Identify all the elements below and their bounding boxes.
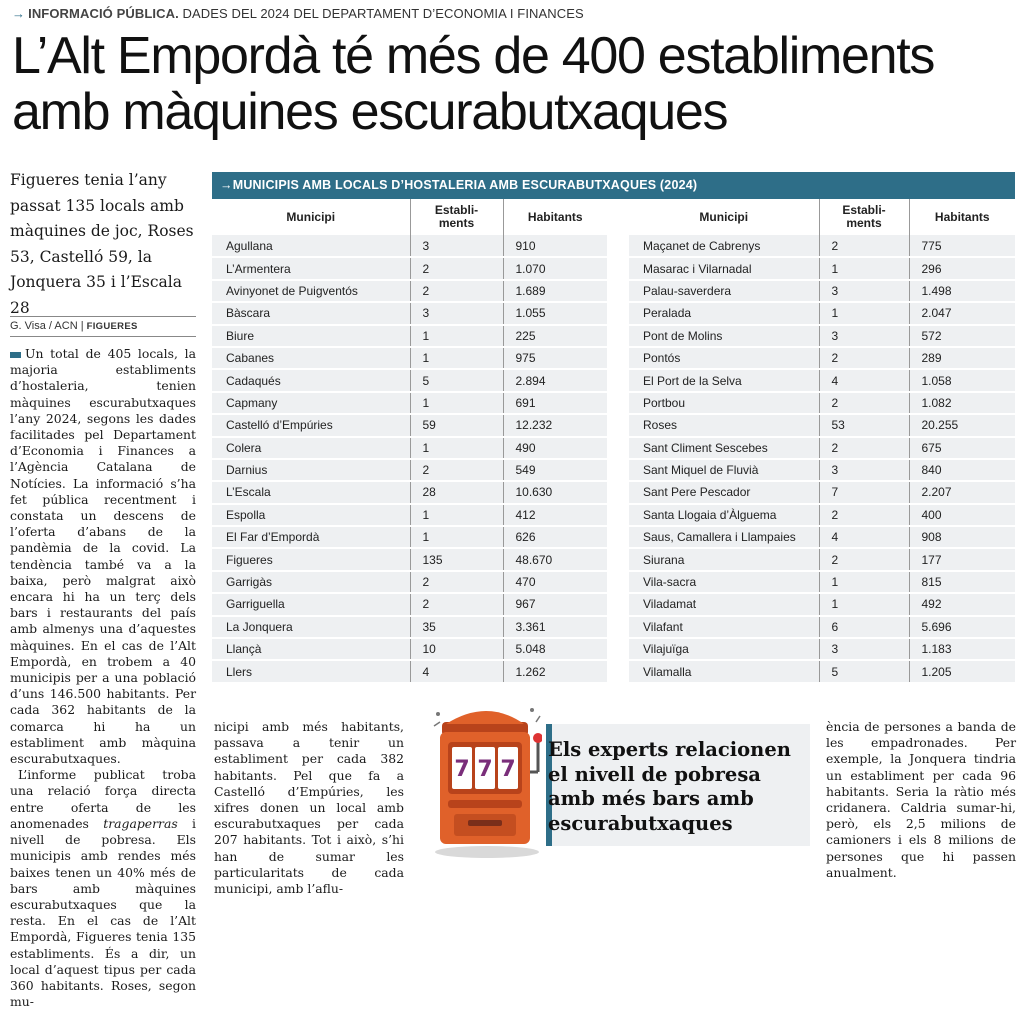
- table-left-header-row: [212, 199, 607, 235]
- cell-municipi: L’Armentera: [212, 257, 410, 279]
- body-paragraph-2-text-b: i nivell de pobresa. Els municipis amb rendes més baixes tenen un 40% més de bars amb màquines escurabutxaques que la resta. En el cas de l’Alt Empordà, Figueres tenia 135 establiments. És a dir, un local d’aquest tipus per cada 360 habitants. Roses, segon mu-: [10, 815, 196, 1010]
- cell-municipi: Biure: [212, 325, 410, 347]
- table-row: [212, 414, 607, 436]
- body-column-1: [10, 346, 196, 1010]
- cell-municipi: Masarac i Vilarnadal: [629, 257, 819, 279]
- table-row: [212, 437, 607, 459]
- cell-municipi: Capmany: [212, 392, 410, 414]
- table-right: [629, 199, 1015, 684]
- cell-habitants: 549: [503, 459, 607, 481]
- cell-habitants: 3.361: [503, 616, 607, 638]
- cell-establiments: 2: [819, 235, 909, 257]
- table-row: [212, 280, 607, 302]
- cell-establiments: 1: [410, 526, 503, 548]
- cell-establiments: 59: [410, 414, 503, 436]
- pullquote-text: Els experts relacionen el nivell de pobresa amb més bars amb escurabutxaques: [548, 738, 791, 835]
- body-paragraph-1: [10, 346, 196, 767]
- cell-establiments: 10: [410, 638, 503, 660]
- table-row: [629, 280, 1015, 302]
- cell-municipi: Figueres: [212, 548, 410, 570]
- cell-municipi: Portbou: [629, 392, 819, 414]
- cell-habitants: 1.058: [909, 369, 1015, 391]
- cell-establiments: 2: [410, 593, 503, 615]
- body-paragraph-2-text-a: L’informe publicat troba una relació força directa entre oferta de les anomenades: [10, 767, 196, 831]
- cell-municipi: Pontós: [629, 347, 819, 369]
- table-row: [212, 302, 607, 324]
- cell-municipi: Saus, Camallera i Llampaies: [629, 526, 819, 548]
- cell-municipi: La Jonquera: [212, 616, 410, 638]
- cell-municipi: Llers: [212, 660, 410, 682]
- cell-establiments: 4: [819, 369, 909, 391]
- table-row: [212, 660, 607, 682]
- kicker-text: DADES DEL 2024 DEL DEPARTAMENT D’ECONOMIA I FINANCES: [182, 6, 584, 21]
- cell-habitants: 1.082: [909, 392, 1015, 414]
- cell-establiments: 1: [819, 593, 909, 615]
- reel-2: 7: [477, 757, 493, 782]
- cell-municipi: Palau-saverdera: [629, 280, 819, 302]
- cell-habitants: 177: [909, 548, 1015, 570]
- cell-habitants: 1.689: [503, 280, 607, 302]
- cell-establiments: 2: [410, 571, 503, 593]
- cell-habitants: 5.696: [909, 616, 1015, 638]
- table-row: [212, 571, 607, 593]
- cell-habitants: 48.670: [503, 548, 607, 570]
- table-row: [629, 504, 1015, 526]
- table-row: [629, 571, 1015, 593]
- table-right-rows: [629, 235, 1015, 683]
- cell-establiments: 5: [819, 660, 909, 682]
- table-row: [212, 369, 607, 391]
- body-paragraph-2: [10, 767, 196, 1010]
- cell-municipi: Cabanes: [212, 347, 410, 369]
- cell-municipi: El Far d’Empordà: [212, 526, 410, 548]
- cell-municipi: Roses: [629, 414, 819, 436]
- paragraph-marker-icon: [10, 352, 21, 358]
- cell-municipi: L’Escala: [212, 481, 410, 503]
- deck: Figueres tenia l’any passat 135 locals amb màquines de joc, Roses 53, Castelló 59, la Jonquera 35 i l’Escala 28: [10, 171, 194, 317]
- cell-habitants: 400: [909, 504, 1015, 526]
- cell-municipi: Castelló d’Empúries: [212, 414, 410, 436]
- reel-1: 7: [454, 757, 470, 782]
- column-header-establiments: Establi- ments: [819, 199, 909, 235]
- cell-establiments: 3: [819, 638, 909, 660]
- cell-habitants: 296: [909, 257, 1015, 279]
- cell-municipi: Bàscara: [212, 302, 410, 324]
- byline-rule: [10, 336, 196, 337]
- cell-establiments: 7: [819, 481, 909, 503]
- cell-establiments: 28: [410, 481, 503, 503]
- cell-municipi: Siurana: [629, 548, 819, 570]
- table-row: [629, 257, 1015, 279]
- cell-municipi: Darnius: [212, 459, 410, 481]
- cell-municipi: Garriguella: [212, 593, 410, 615]
- cell-establiments: 1: [819, 571, 909, 593]
- table-row: [212, 638, 607, 660]
- column-header-establiments: Establi- ments: [410, 199, 503, 235]
- cell-habitants: 908: [909, 526, 1015, 548]
- table-row: [629, 235, 1015, 257]
- table-row: [629, 616, 1015, 638]
- cell-habitants: 12.232: [503, 414, 607, 436]
- cell-municipi: Agullana: [212, 235, 410, 257]
- table-row: [212, 347, 607, 369]
- cell-establiments: 4: [819, 526, 909, 548]
- table-row: [629, 459, 1015, 481]
- cell-establiments: 5: [410, 369, 503, 391]
- pullquote-block: [432, 702, 802, 860]
- cell-habitants: 775: [909, 235, 1015, 257]
- cell-habitants: 691: [503, 392, 607, 414]
- cell-habitants: 1.205: [909, 660, 1015, 682]
- table-row: [629, 481, 1015, 503]
- cell-establiments: 2: [410, 257, 503, 279]
- cell-habitants: 572: [909, 325, 1015, 347]
- cell-establiments: 3: [819, 325, 909, 347]
- column-header-habitants: Habitants: [934, 209, 990, 224]
- cell-establiments: 2: [819, 347, 909, 369]
- cell-municipi: Viladamat: [629, 593, 819, 615]
- table-row: [212, 504, 607, 526]
- table-row: [629, 302, 1015, 324]
- table-row: [629, 548, 1015, 570]
- headline: L’Alt Empordà té més de 400 establiments amb màquines escurabutxaques: [12, 27, 935, 141]
- cell-municipi: Cadaqués: [212, 369, 410, 391]
- municipalities-table: [212, 172, 1015, 688]
- cell-municipi: El Port de la Selva: [629, 369, 819, 391]
- byline-author: G. Visa / ACN: [10, 320, 78, 332]
- cell-municipi: Maçanet de Cabrenys: [629, 235, 819, 257]
- table-row: [629, 392, 1015, 414]
- cell-establiments: 2: [819, 548, 909, 570]
- cell-habitants: 815: [909, 571, 1015, 593]
- body-column-3-text: ència de persones a banda de les empadronades. Per exemple, la Jonquera tindria un establiment per cada 96 habitants. Seria la ràtio més cridanera. Caldria sumar-hi, però, els 2,5 milions de camioners i els 8 milions de persones que hi passen anualment.: [826, 719, 1016, 880]
- body-column-2: [214, 719, 404, 897]
- table-right-header-row: [629, 199, 1015, 235]
- kicker: [12, 6, 584, 21]
- cell-establiments: 1: [410, 504, 503, 526]
- cell-municipi: Vilajuïga: [629, 638, 819, 660]
- cell-habitants: 5.048: [503, 638, 607, 660]
- column-header-habitants: Habitants: [527, 209, 583, 224]
- cell-habitants: 975: [503, 347, 607, 369]
- table-row: [629, 369, 1015, 391]
- cell-habitants: 2.894: [503, 369, 607, 391]
- cell-habitants: 1.070: [503, 257, 607, 279]
- cell-habitants: 1.498: [909, 280, 1015, 302]
- cell-habitants: 225: [503, 325, 607, 347]
- cell-habitants: 1.262: [503, 660, 607, 682]
- cell-establiments: 3: [410, 302, 503, 324]
- byline: [10, 316, 196, 332]
- cell-municipi: Espolla: [212, 504, 410, 526]
- cell-habitants: 470: [503, 571, 607, 593]
- cell-habitants: 2.047: [909, 302, 1015, 324]
- table-body: [212, 199, 1015, 688]
- cell-habitants: 10.630: [503, 481, 607, 503]
- cell-municipi: Vila-sacra: [629, 571, 819, 593]
- cell-establiments: 2: [410, 280, 503, 302]
- cell-municipi: Llançà: [212, 638, 410, 660]
- cell-habitants: 910: [503, 235, 607, 257]
- table-row: [212, 459, 607, 481]
- table-row: [629, 325, 1015, 347]
- cell-habitants: 490: [503, 437, 607, 459]
- cell-establiments: 135: [410, 548, 503, 570]
- table-row: [629, 347, 1015, 369]
- cell-establiments: 1: [410, 347, 503, 369]
- cell-habitants: 1.183: [909, 638, 1015, 660]
- table-row: [629, 660, 1015, 682]
- table-left: [212, 199, 607, 684]
- table-row: [212, 593, 607, 615]
- cell-municipi: Colera: [212, 437, 410, 459]
- cell-municipi: Sant Miquel de Fluvià: [629, 459, 819, 481]
- cell-establiments: 6: [819, 616, 909, 638]
- cell-establiments: 2: [819, 437, 909, 459]
- cell-municipi: Pont de Molins: [629, 325, 819, 347]
- byline-place: FIGUERES: [86, 321, 138, 332]
- cell-habitants: 412: [503, 504, 607, 526]
- table-row: [212, 257, 607, 279]
- cell-municipi: Vilamalla: [629, 660, 819, 682]
- cell-municipi: Sant Climent Sescebes: [629, 437, 819, 459]
- table-left-rows: [212, 235, 607, 683]
- cell-habitants: 20.255: [909, 414, 1015, 436]
- cell-habitants: 492: [909, 593, 1015, 615]
- table-row: [629, 526, 1015, 548]
- cell-municipi: Garrigàs: [212, 571, 410, 593]
- cell-establiments: 1: [819, 257, 909, 279]
- cell-establiments: 2: [410, 459, 503, 481]
- table-row: [629, 593, 1015, 615]
- table-row: [212, 526, 607, 548]
- table-row: [629, 638, 1015, 660]
- cell-establiments: 53: [819, 414, 909, 436]
- cell-establiments: 1: [410, 392, 503, 414]
- table-row: [212, 325, 607, 347]
- body-column-3: [826, 719, 1016, 881]
- kicker-arrow-icon: →: [12, 6, 26, 21]
- table-row: [629, 437, 1015, 459]
- cell-establiments: 3: [819, 459, 909, 481]
- table-row: [212, 548, 607, 570]
- body-column-2-text: nicipi amb més habitants, passava a tenir un establiment per cada 382 habitants. Pel que fa a Castelló d’Empúries, les xifres donen un local amb escurabutxaques per cada 207 habitants. Tot i això, s’hi han de sumar les particularitats de cada municipi, amb l’aflu-: [214, 719, 404, 897]
- cell-establiments: 1: [819, 302, 909, 324]
- cell-establiments: 35: [410, 616, 503, 638]
- body-paragraph-1-text: Un total de 405 locals, la majoria establiments d’hostaleria, tenien màquines escurabutxaques l’any 2024, segons les dades facilitades pel Departament d’Economia i Finances a l’Agència Catalana de Notícies. La informació s’ha fet pública recentment i constata un descens de l’oferta d’abans de la pandèmia de la covid. La tendència també va a la baixa, però malgrat això encara hi ha un terç dels bars i restaurants del país amb almenys una d’aquestes màquines. En el cas de l’Alt Empordà, en trobem a 40 municipis per a una població d’uns 146.500 habitants. Per cada 362 habitants de la comarca hi ha un establiment amb màquina escurabutxaques.: [10, 346, 196, 767]
- cell-establiments: 3: [410, 235, 503, 257]
- table-row: [212, 481, 607, 503]
- slot-machine-icon: [432, 702, 542, 860]
- table-row: [629, 414, 1015, 436]
- cell-establiments: 2: [819, 504, 909, 526]
- cell-municipi: Avinyonet de Puigventós: [212, 280, 410, 302]
- cell-municipi: Vilafant: [629, 616, 819, 638]
- kicker-section: INFORMACIÓ PÚBLICA.: [28, 6, 179, 21]
- cell-habitants: 1.055: [503, 302, 607, 324]
- cell-establiments: 2: [819, 392, 909, 414]
- cell-habitants: 967: [503, 593, 607, 615]
- cell-establiments: 1: [410, 325, 503, 347]
- table-title: →MUNICIPIS AMB LOCALS D’HOSTALERIA AMB ESCURABUTXAQUES (2024): [212, 172, 1015, 199]
- cell-habitants: 2.207: [909, 481, 1015, 503]
- column-header-municipi: Municipi: [629, 199, 819, 235]
- cell-municipi: Sant Pere Pescador: [629, 481, 819, 503]
- cell-municipi: Santa Llogaia d’Àlguema: [629, 504, 819, 526]
- body-paragraph-2-emphasis: tragaperras: [103, 815, 178, 831]
- cell-habitants: 675: [909, 437, 1015, 459]
- reel-3: 7: [500, 757, 516, 782]
- table-row: [212, 616, 607, 638]
- cell-habitants: 289: [909, 347, 1015, 369]
- byline-separator: |: [77, 320, 87, 332]
- cell-habitants: 626: [503, 526, 607, 548]
- cell-establiments: 3: [819, 280, 909, 302]
- cell-establiments: 1: [410, 437, 503, 459]
- column-header-municipi: Municipi: [212, 199, 410, 235]
- cell-habitants: 840: [909, 459, 1015, 481]
- table-row: [212, 235, 607, 257]
- table-row: [212, 392, 607, 414]
- cell-establiments: 4: [410, 660, 503, 682]
- cell-municipi: Peralada: [629, 302, 819, 324]
